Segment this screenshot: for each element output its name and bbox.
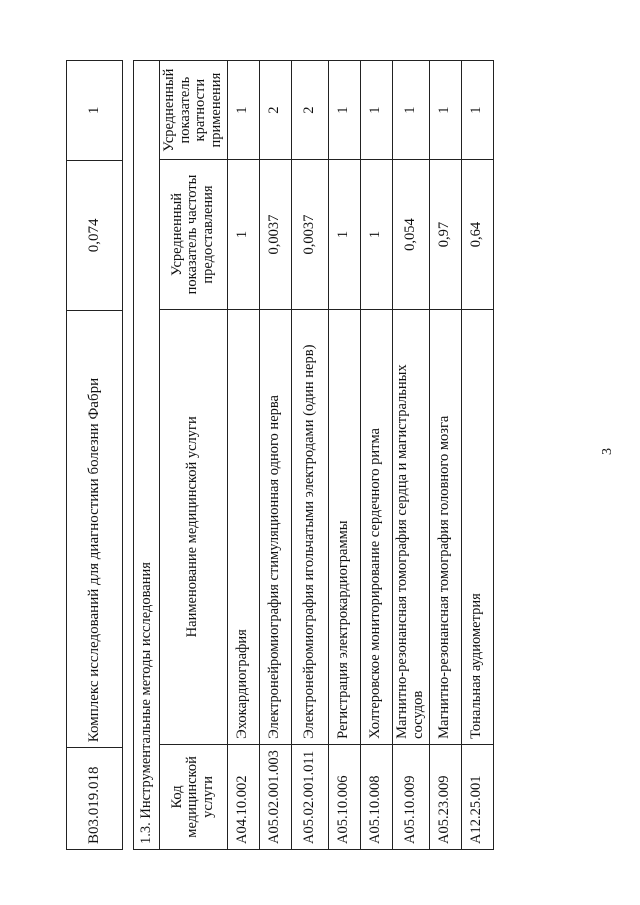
row-multiplicity: 1 xyxy=(328,61,360,160)
row-frequency: 0,97 xyxy=(429,160,461,309)
page-number: 3 xyxy=(600,448,615,455)
row-code: A05.10.009 xyxy=(392,744,429,849)
row-name: Магнитно-резонансная томография сердца и магистральных сосудов xyxy=(392,309,429,744)
complex-code: B03.019.018 xyxy=(67,748,123,850)
complex-name: Комплекс исследований для диагностики болезни Фабри xyxy=(67,310,123,747)
row-code: A12.25.001 xyxy=(461,744,493,849)
row-frequency: 0,054 xyxy=(392,160,429,309)
table-row xyxy=(360,61,392,850)
row-multiplicity: 1 xyxy=(461,61,493,160)
row-frequency: 0,0037 xyxy=(259,160,291,309)
row-multiplicity: 2 xyxy=(259,61,291,160)
row-name: Тональная аудиометрия xyxy=(461,309,493,744)
table-row xyxy=(227,61,259,850)
table-row xyxy=(291,61,328,850)
instrumental-methods-table xyxy=(133,60,494,850)
complex-frequency: 0,074 xyxy=(67,160,123,310)
row-code: A05.02.001.003 xyxy=(259,744,291,849)
row-frequency: 0,64 xyxy=(461,160,493,309)
row-name: Электронейромиография игольчатыми электродами (один нерв) xyxy=(291,309,328,744)
complex-multiplicity: 1 xyxy=(67,61,123,161)
row-multiplicity: 1 xyxy=(227,61,259,160)
table-header-row xyxy=(160,61,228,850)
header-code: Код медицинской услуги xyxy=(160,744,228,849)
row-frequency: 1 xyxy=(328,160,360,309)
row-multiplicity: 1 xyxy=(429,61,461,160)
row-name: Эхокардиография xyxy=(227,309,259,744)
row-code: A05.02.001.011 xyxy=(291,744,328,849)
header-frequency: Усредненный показатель частоты предоставления xyxy=(160,160,228,309)
table-row xyxy=(259,61,291,850)
complex-table xyxy=(66,60,123,850)
row-frequency: 1 xyxy=(360,160,392,309)
row-code: A05.10.008 xyxy=(360,744,392,849)
row-name: Регистрация электрокардиограммы xyxy=(328,309,360,744)
row-code: A04.10.002 xyxy=(227,744,259,849)
complex-row xyxy=(67,61,123,850)
row-code: A05.23.009 xyxy=(429,744,461,849)
row-multiplicity: 2 xyxy=(291,61,328,160)
row-multiplicity: 1 xyxy=(392,61,429,160)
row-code: A05.10.006 xyxy=(328,744,360,849)
row-name: Магнитно-резонансная томография головного мозга xyxy=(429,309,461,744)
section-title: 1.3. Инструментальные методы исследования xyxy=(134,61,160,850)
section-title-row xyxy=(134,61,160,850)
header-name: Наименование медицинской услуги xyxy=(160,309,228,744)
row-multiplicity: 1 xyxy=(360,61,392,160)
table-row xyxy=(392,61,429,850)
table-row xyxy=(328,61,360,850)
row-name: Электронейромиография стимуляционная одного нерва xyxy=(259,309,291,744)
header-multiplicity: Усредненный показатель кратности применения xyxy=(160,61,228,160)
row-frequency: 0,0037 xyxy=(291,160,328,309)
table-row xyxy=(461,61,493,850)
row-name: Холтеровское мониторирование сердечного ритма xyxy=(360,309,392,744)
row-frequency: 1 xyxy=(227,160,259,309)
table-row xyxy=(429,61,461,850)
